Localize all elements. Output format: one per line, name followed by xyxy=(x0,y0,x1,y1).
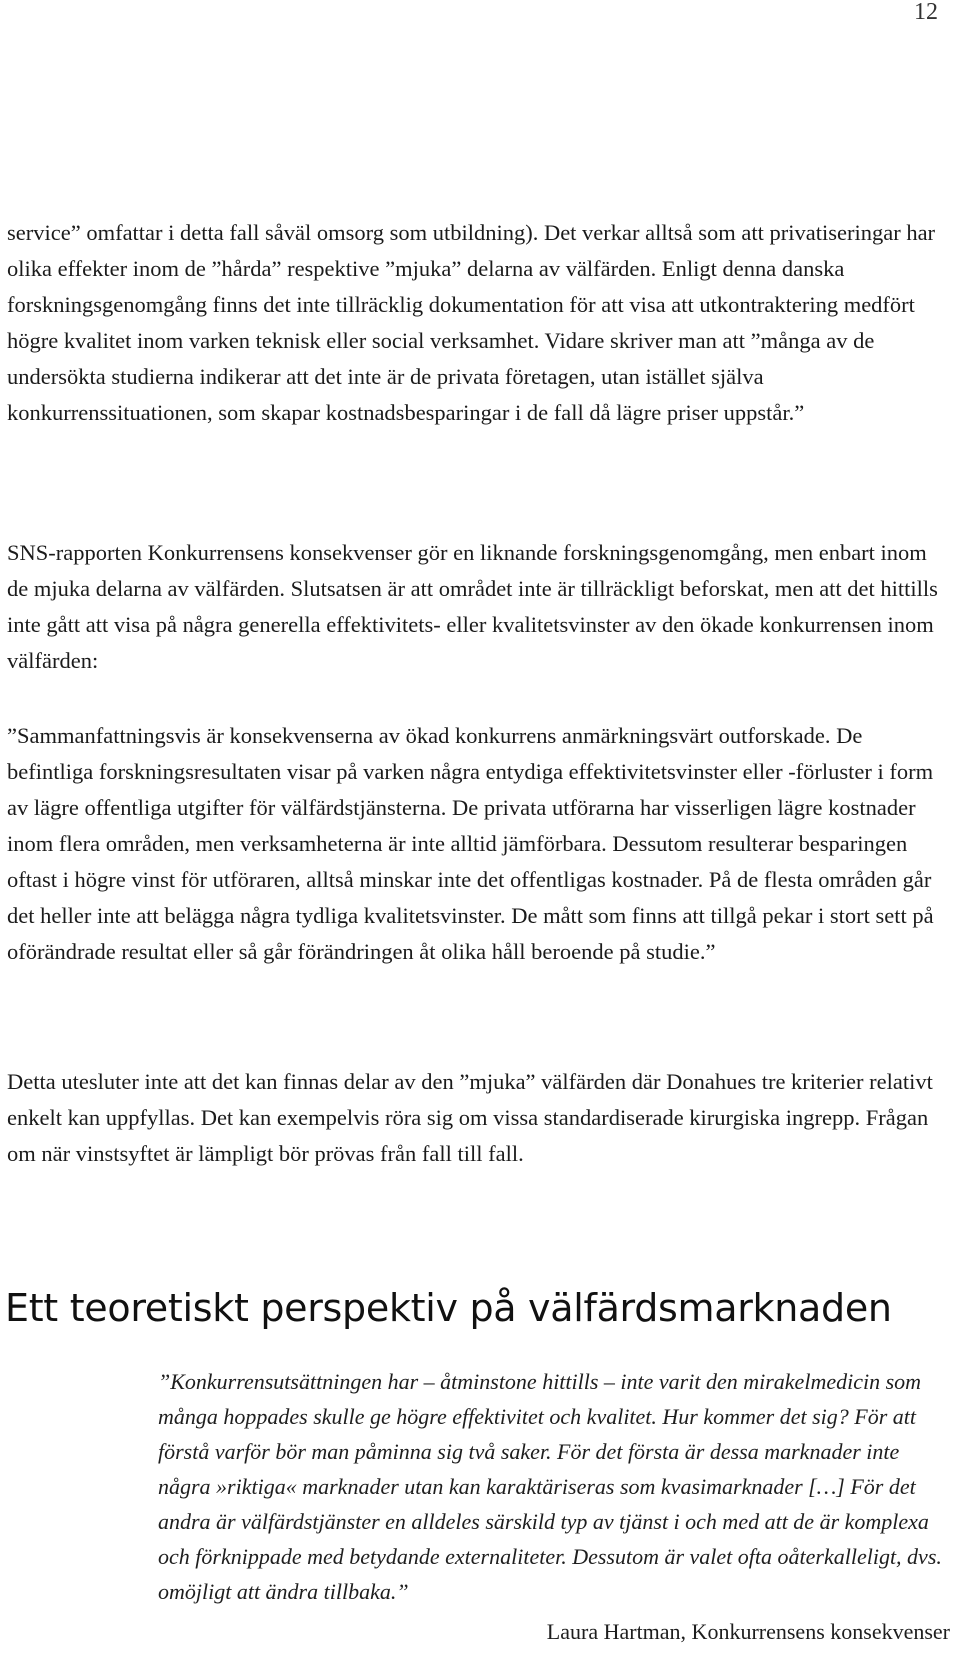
block-quote: ”Konkurrensutsättningen har – åtminstone hittills – inte varit den mirakelmedicin som många hoppades skulle ge högre effektivitet och kvalitet. Hur kommer det sig? För att förstå varför bör man påminna sig två saker. För det första är dessa marknader inte några »riktiga« marknader utan kan karaktäriseras som kvasimarknader […] För det andra är välfärdstjänster en alldeles särskild typ av tjänst i och med att de är komplexa och förknippade med betydande externaliteter. Dessutom är valet ofta oåterkalleligt, dvs. omöjligt att ändra tillbaka.” xyxy=(158,1369,942,1604)
paragraph-donahue-criteria: Detta utesluter inte att det kan finnas delar av den ”mjuka” välfärden där Donahues tre kriterier relativt enkelt kan uppfyllas. Det kan exempelvis röra sig om vissa standardiserade kirurgiska ingrepp. Frågan om när vinstsyftet är lämpligt bör prövas från fall till fall. xyxy=(7,1069,933,1166)
paragraph-sns-report: SNS-rapporten Konkurrensens konsekvenser gör en liknande forskningsgenomgång, men enbart inom de mjuka delarna av välfärden. Slutsatsen är att området inte är tillräckligt beforskat, men att det hittills inte gått att visa på några generella effektivitets- eller kvalitetsvinster av den ökade konkurrensen inom välfärden: xyxy=(7,540,938,673)
section-heading: Ett teoretiskt perspektiv på välfärdsmarknaden xyxy=(5,1286,892,1330)
quote-attribution: Laura Hartman, Konkurrensens konsekvenser xyxy=(546,1619,950,1644)
paragraph-privatization-effects: service” omfattar i detta fall såväl omsorg som utbildning). Det verkar alltså som att privatiseringar har olika effekter inom de ”hårda” respektive ”mjuka” delarna av välfärden. Enligt denna danska forskningsgenomgång finns det inte tillräcklig dokumentation för att visa att utkontraktering medfört högre kvalitet inom varken teknisk eller social verksamhet. Vidare skriver man att ”många av de undersökta studierna indikerar att det inte är de privata företagen, utan istället själva konkurrenssituationen, som skapar kostnadsbesparingar i de fall då lägre priser uppstår.” xyxy=(7,220,936,425)
page-number: 12 xyxy=(914,0,938,25)
paragraph-summary-quote: ”Sammanfattningsvis är konsekvenserna av ökad konkurrens anmärkningsvärt outforskade. De befintliga forskningsresultaten visar på varken några entydiga effektivitetsvinster eller -förluster i form av lägre offentliga utgifter för välfärdstjänsterna. De privata utförarna har visserligen lägre kostnader inom flera områden, men verksamheterna är inte alltid jämförbara. Dessutom resulterar besparingen oftast i högre vinst för utföraren, alltså minskar inte det offentligas kostnader. På de flesta områden går det heller inte att belägga några tydliga kvalitetsvinster. De mått som finns att tillgå pekar i stort sett på oförändrade resultat eller så går förändringen åt olika håll beroende på studie.” xyxy=(7,723,934,964)
